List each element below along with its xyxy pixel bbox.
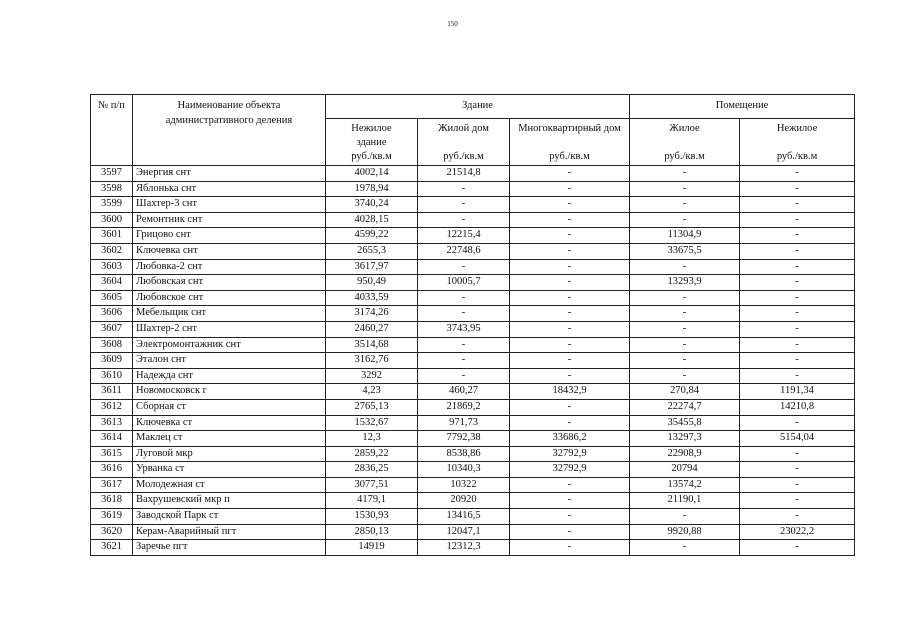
table-row [91, 306, 855, 322]
cell-nonresidential-building: 1532,67 [326, 415, 418, 431]
cell-nonresidential-premises: - [740, 243, 855, 259]
cell-nonresidential-building: 4179,1 [326, 493, 418, 509]
row-name: Эталон снт [133, 353, 326, 369]
table-row [91, 415, 855, 431]
cell-house: 20920 [418, 493, 510, 509]
row-number: 3604 [91, 275, 133, 291]
cell-residential-premises: - [630, 321, 740, 337]
row-number: 3609 [91, 353, 133, 369]
cell-nonresidential-building: 4033,59 [326, 290, 418, 306]
header-col-residential-premises: Жилое [630, 119, 740, 151]
row-number: 3621 [91, 540, 133, 556]
cell-apartment-building: - [510, 477, 630, 493]
cell-apartment-building: - [510, 321, 630, 337]
cell-nonresidential-premises: - [740, 275, 855, 291]
row-number: 3601 [91, 228, 133, 244]
cell-house: - [418, 181, 510, 197]
row-number: 3605 [91, 290, 133, 306]
cell-nonresidential-building: 2859,22 [326, 446, 418, 462]
cell-apartment-building: - [510, 509, 630, 525]
cell-nonresidential-premises: - [740, 181, 855, 197]
row-name: Ключевка снт [133, 243, 326, 259]
row-number: 3606 [91, 306, 133, 322]
cell-residential-premises: - [630, 540, 740, 556]
row-name: Грицово снт [133, 228, 326, 244]
row-name: Ремонтник снт [133, 212, 326, 228]
row-name: Сборная ст [133, 399, 326, 415]
cell-house: 10322 [418, 477, 510, 493]
cell-nonresidential-premises: 1191,34 [740, 384, 855, 400]
table-row [91, 181, 855, 197]
cell-residential-premises: 270,84 [630, 384, 740, 400]
header-name: Наименование объекта административного деления [133, 95, 326, 166]
cell-apartment-building: - [510, 228, 630, 244]
cell-residential-premises: 33675,5 [630, 243, 740, 259]
table-row [91, 290, 855, 306]
cell-apartment-building: 32792,9 [510, 462, 630, 478]
cell-apartment-building: - [510, 275, 630, 291]
row-number: 3599 [91, 197, 133, 213]
cell-house: - [418, 212, 510, 228]
cell-nonresidential-premises: - [740, 197, 855, 213]
cell-nonresidential-premises: - [740, 477, 855, 493]
cell-nonresidential-premises: - [740, 306, 855, 322]
header-num: № п/п [91, 95, 133, 166]
header-col-house: Жилой дом [418, 119, 510, 151]
table-row [91, 321, 855, 337]
cell-nonresidential-building: 14919 [326, 540, 418, 556]
cell-nonresidential-premises: - [740, 228, 855, 244]
row-number: 3598 [91, 181, 133, 197]
cell-apartment-building: - [510, 415, 630, 431]
cell-house: 12312,3 [418, 540, 510, 556]
table-row [91, 243, 855, 259]
cell-apartment-building: - [510, 259, 630, 275]
cell-nonresidential-premises: - [740, 540, 855, 556]
cell-nonresidential-building: 1530,93 [326, 509, 418, 525]
cell-house: 971,73 [418, 415, 510, 431]
cell-residential-premises: 22908,9 [630, 446, 740, 462]
cell-nonresidential-building: 4002,14 [326, 166, 418, 182]
row-name: Любовская снт [133, 275, 326, 291]
table-row [91, 493, 855, 509]
table-row [91, 446, 855, 462]
row-name: Заречье пгт [133, 540, 326, 556]
cell-nonresidential-premises: - [740, 212, 855, 228]
row-name: Яблонька снт [133, 181, 326, 197]
row-number: 3612 [91, 399, 133, 415]
cell-apartment-building: - [510, 540, 630, 556]
cell-nonresidential-premises: - [740, 462, 855, 478]
cell-nonresidential-building: 4028,15 [326, 212, 418, 228]
cell-residential-premises: - [630, 368, 740, 384]
cell-house: - [418, 290, 510, 306]
table-row [91, 353, 855, 369]
row-name: Заводской Парк ст [133, 509, 326, 525]
row-name: Урванка ст [133, 462, 326, 478]
table-row [91, 228, 855, 244]
cell-house: 10005,7 [418, 275, 510, 291]
table-row [91, 368, 855, 384]
cell-residential-premises: 11304,9 [630, 228, 740, 244]
cell-nonresidential-premises: - [740, 368, 855, 384]
row-number: 3610 [91, 368, 133, 384]
table-header [91, 95, 855, 166]
table-body [91, 166, 855, 556]
cell-residential-premises: 20794 [630, 462, 740, 478]
row-name: Электромонтажник снт [133, 337, 326, 353]
cell-house: 7792,38 [418, 431, 510, 447]
cell-house: - [418, 197, 510, 213]
cell-nonresidential-building: 3617,97 [326, 259, 418, 275]
row-number: 3607 [91, 321, 133, 337]
header-premises: Помещение [630, 95, 855, 119]
cell-apartment-building: - [510, 212, 630, 228]
cell-residential-premises: - [630, 509, 740, 525]
cell-apartment-building: 18432,9 [510, 384, 630, 400]
cell-house: - [418, 306, 510, 322]
row-number: 3600 [91, 212, 133, 228]
row-name: Шахтер-2 снт [133, 321, 326, 337]
cell-apartment-building: - [510, 197, 630, 213]
row-number: 3614 [91, 431, 133, 447]
table-row [91, 275, 855, 291]
cell-nonresidential-premises: 14210,8 [740, 399, 855, 415]
table-row [91, 384, 855, 400]
cell-nonresidential-building: 4599,22 [326, 228, 418, 244]
row-name: Новомосковск г [133, 384, 326, 400]
cell-apartment-building: - [510, 181, 630, 197]
cell-apartment-building: - [510, 243, 630, 259]
table-row [91, 212, 855, 228]
cell-apartment-building: - [510, 166, 630, 182]
cell-house: 13416,5 [418, 509, 510, 525]
row-name: Энергия снт [133, 166, 326, 182]
header-building: Здание [326, 95, 630, 119]
header-unit: руб./кв.м [510, 150, 630, 166]
header-unit: руб./кв.м [740, 150, 855, 166]
table-row [91, 197, 855, 213]
cell-residential-premises: 13293,9 [630, 275, 740, 291]
row-number: 3617 [91, 477, 133, 493]
row-number: 3613 [91, 415, 133, 431]
row-name: Молодежная ст [133, 477, 326, 493]
cell-nonresidential-premises: - [740, 290, 855, 306]
cell-nonresidential-premises: - [740, 509, 855, 525]
page-number: 150 [447, 20, 458, 28]
cell-house: 21514,8 [418, 166, 510, 182]
cell-house: - [418, 368, 510, 384]
row-number: 3618 [91, 493, 133, 509]
cell-apartment-building: - [510, 306, 630, 322]
cell-nonresidential-building: 1978,94 [326, 181, 418, 197]
cell-house: - [418, 353, 510, 369]
header-col-nonresidential-building: Нежилое здание [326, 119, 418, 151]
cell-residential-premises: - [630, 337, 740, 353]
cell-nonresidential-building: 3514,68 [326, 337, 418, 353]
header-col-apartment-building: Многоквартирный дом [510, 119, 630, 151]
cell-nonresidential-building: 2836,25 [326, 462, 418, 478]
cell-house: - [418, 259, 510, 275]
cell-residential-premises: 22274,7 [630, 399, 740, 415]
price-table [90, 94, 855, 556]
cell-house: 10340,3 [418, 462, 510, 478]
row-number: 3611 [91, 384, 133, 400]
cell-house: 12215,4 [418, 228, 510, 244]
cell-apartment-building: 32792,9 [510, 446, 630, 462]
row-name: Керам-Аварийный пгт [133, 524, 326, 540]
cell-nonresidential-building: 3077,51 [326, 477, 418, 493]
cell-nonresidential-premises: - [740, 259, 855, 275]
cell-nonresidential-premises: 5154,04 [740, 431, 855, 447]
cell-nonresidential-building: 2850,13 [326, 524, 418, 540]
cell-apartment-building: - [510, 493, 630, 509]
cell-nonresidential-building: 12,3 [326, 431, 418, 447]
cell-residential-premises: - [630, 290, 740, 306]
table-row [91, 540, 855, 556]
row-number: 3620 [91, 524, 133, 540]
row-name: Мебельщик снт [133, 306, 326, 322]
cell-nonresidential-building: 3292 [326, 368, 418, 384]
row-name: Маклец ст [133, 431, 326, 447]
cell-residential-premises: 13574,2 [630, 477, 740, 493]
cell-nonresidential-building: 2460,27 [326, 321, 418, 337]
cell-residential-premises: - [630, 181, 740, 197]
cell-residential-premises: - [630, 353, 740, 369]
cell-nonresidential-premises: - [740, 337, 855, 353]
cell-house: 21869,2 [418, 399, 510, 415]
row-number: 3615 [91, 446, 133, 462]
cell-nonresidential-building: 3740,24 [326, 197, 418, 213]
row-name: Луговой мкр [133, 446, 326, 462]
cell-residential-premises: 9920,88 [630, 524, 740, 540]
row-name: Любовское снт [133, 290, 326, 306]
cell-nonresidential-premises: - [740, 353, 855, 369]
cell-house: 3743,95 [418, 321, 510, 337]
cell-apartment-building: - [510, 290, 630, 306]
row-name: Ключевка ст [133, 415, 326, 431]
table-row [91, 462, 855, 478]
cell-residential-premises: - [630, 166, 740, 182]
row-number: 3619 [91, 509, 133, 525]
cell-nonresidential-building: 4,23 [326, 384, 418, 400]
cell-nonresidential-building: 2655,3 [326, 243, 418, 259]
header-unit: руб./кв.м [326, 150, 418, 166]
row-name: Шахтер-3 снт [133, 197, 326, 213]
table-row [91, 524, 855, 540]
row-number: 3603 [91, 259, 133, 275]
cell-residential-premises: - [630, 306, 740, 322]
row-name: Вахрушевский мкр п [133, 493, 326, 509]
cell-apartment-building: - [510, 399, 630, 415]
cell-apartment-building: - [510, 524, 630, 540]
row-number: 3616 [91, 462, 133, 478]
table-row [91, 259, 855, 275]
row-name: Любовка-2 снт [133, 259, 326, 275]
cell-nonresidential-premises: - [740, 166, 855, 182]
cell-house: 8538,86 [418, 446, 510, 462]
cell-nonresidential-building: 950,49 [326, 275, 418, 291]
table-row [91, 477, 855, 493]
table-row [91, 337, 855, 353]
cell-nonresidential-building: 2765,13 [326, 399, 418, 415]
cell-residential-premises: 13297,3 [630, 431, 740, 447]
cell-residential-premises: - [630, 212, 740, 228]
cell-nonresidential-premises: - [740, 321, 855, 337]
cell-nonresidential-premises: - [740, 493, 855, 509]
header-unit: руб./кв.м [418, 150, 510, 166]
cell-nonresidential-premises: 23022,2 [740, 524, 855, 540]
cell-house: 22748,6 [418, 243, 510, 259]
row-number: 3597 [91, 166, 133, 182]
cell-apartment-building: - [510, 337, 630, 353]
row-number: 3608 [91, 337, 133, 353]
cell-apartment-building: - [510, 368, 630, 384]
cell-house: 460,27 [418, 384, 510, 400]
cell-residential-premises: 35455,8 [630, 415, 740, 431]
cell-apartment-building: - [510, 353, 630, 369]
cell-house: 12047,1 [418, 524, 510, 540]
cell-nonresidential-premises: - [740, 446, 855, 462]
cell-house: - [418, 337, 510, 353]
header-unit: руб./кв.м [630, 150, 740, 166]
table-row [91, 509, 855, 525]
cell-residential-premises: - [630, 197, 740, 213]
header-col-nonresidential-premises: Нежилое [740, 119, 855, 151]
cell-residential-premises: 21190,1 [630, 493, 740, 509]
cell-nonresidential-premises: - [740, 415, 855, 431]
cell-residential-premises: - [630, 259, 740, 275]
row-name: Надежда снт [133, 368, 326, 384]
cell-apartment-building: 33686,2 [510, 431, 630, 447]
table-row [91, 431, 855, 447]
table-row [91, 166, 855, 182]
cell-nonresidential-building: 3174,26 [326, 306, 418, 322]
row-number: 3602 [91, 243, 133, 259]
cell-nonresidential-building: 3162,76 [326, 353, 418, 369]
table-row [91, 399, 855, 415]
